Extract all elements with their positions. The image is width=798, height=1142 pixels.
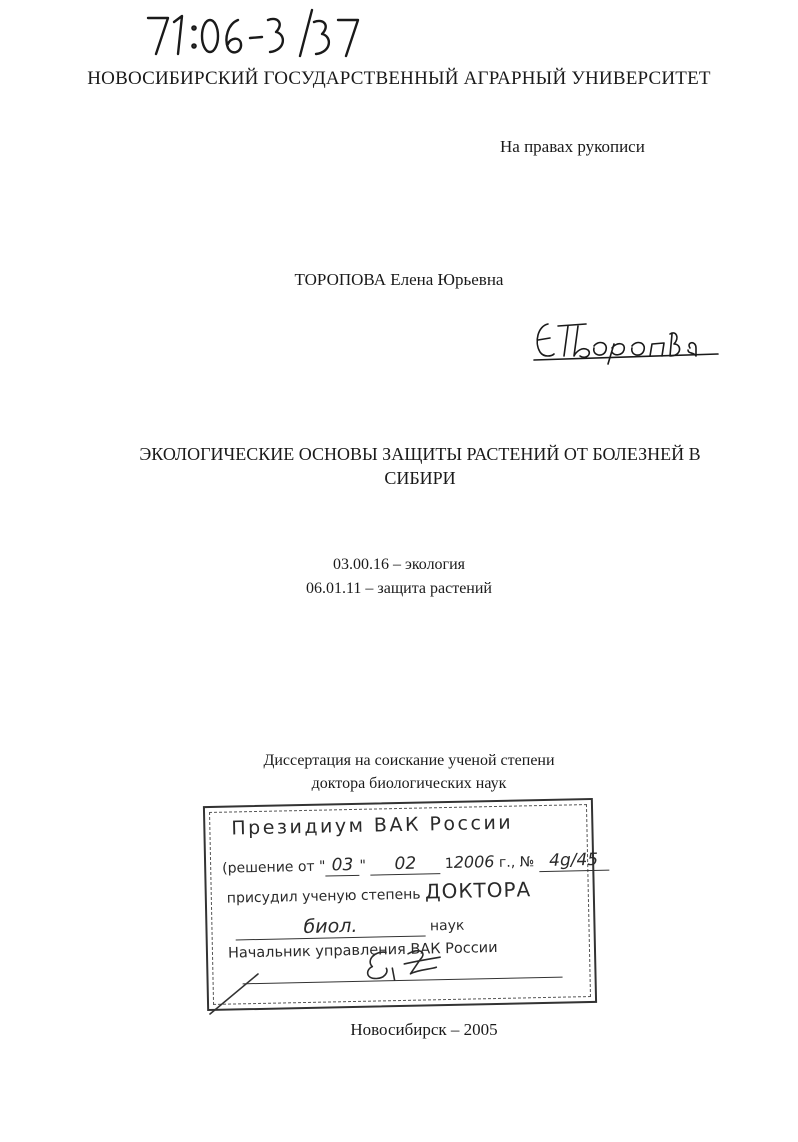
stamp-number-label: г., № — [498, 854, 535, 871]
dissertation-title-line-2: СИБИРИ — [384, 468, 456, 488]
archive-code-handwritten — [142, 6, 362, 64]
stamp-field-line — [235, 913, 464, 941]
manuscript-rights-note: На правах рукописи — [500, 137, 645, 156]
stamp-number: 4g/45 — [538, 850, 608, 872]
dissertation-title-line-1: ЭКОЛОГИЧЕСКИЕ ОСНОВЫ ЗАЩИТЫ РАСТЕНИЙ ОТ БОЛЕЗНЕЙ В — [139, 444, 701, 464]
stamp-degree: ДОКТОРА — [424, 877, 532, 904]
city-and-year: Новосибирск – 2005 — [350, 1020, 498, 1039]
specialty-code-1: 03.00.16 – экология — [332, 556, 466, 573]
degree-statement-line-2: доктора биологических наук — [311, 775, 507, 792]
stamp-day: 03 — [325, 855, 359, 877]
stamp-field-suffix: наук — [429, 917, 465, 935]
pen-stroke-mark — [200, 970, 280, 1020]
university-name: НОВОСИБИРСКИЙ ГОСУДАРСТВЕННЫЙ АГРАРНЫЙ УНИВЕРСИТЕТ — [87, 68, 711, 89]
stamp-awarded-prefix: присудил ученую степень — [226, 886, 421, 907]
author-name: ТОРОПОВА Елена Юрьевна — [294, 270, 504, 289]
author-signature — [528, 316, 724, 366]
stamp-year: 2006 — [453, 852, 495, 872]
stamp-year-prefix: 1 — [444, 855, 454, 873]
stamp-head-label: Начальник управления ВАК России — [227, 939, 498, 962]
stamp-field: биол. — [235, 913, 425, 940]
stamp-month: 02 — [370, 853, 440, 875]
stamp-title: Президиум ВАК России — [231, 811, 514, 840]
stamp-handwritten-signature — [356, 943, 467, 985]
stamp-decision-line: (решение от " 03 " 02 12006 г., № 4g/45 — [222, 850, 609, 879]
stamp-decision-prefix: (решение от — [222, 858, 315, 877]
degree-statement-line-1: Диссертация на соискание ученой степени — [263, 752, 555, 769]
specialty-code-2: 06.01.11 – защита растений — [306, 580, 492, 597]
dissertation-title — [110, 442, 730, 490]
